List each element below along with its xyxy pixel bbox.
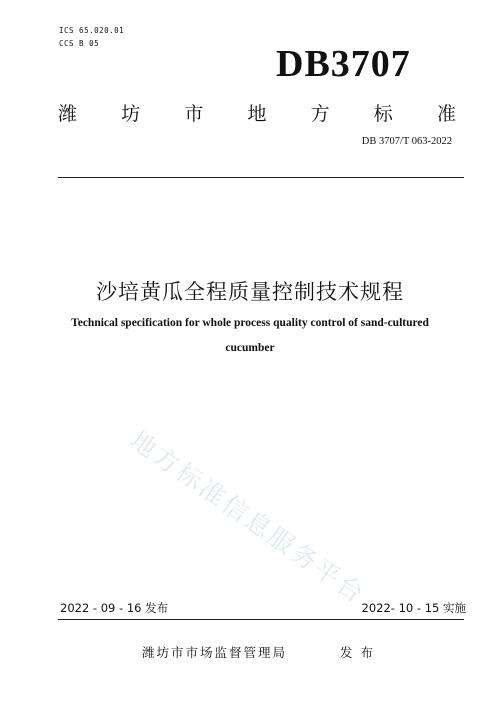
issue-date: 2022 - 09 - 16 发布 [60, 601, 169, 615]
document-title-en-line1: Technical specification for whole process quality control of sand-cultured [71, 317, 429, 329]
footer-divider [58, 619, 464, 620]
document-title-en-line2: cucumber [225, 342, 275, 354]
standard-number: DB 3707/T 063-2022 [361, 136, 452, 147]
document-title-zh: 沙培黄瓜全程质量控制技术规程 [96, 280, 404, 304]
admin-char: 标 [373, 103, 393, 125]
watermark: 地方标准信息服务平台 [124, 425, 371, 610]
admin-char: 地 [247, 103, 267, 125]
admin-char: 市 [184, 103, 204, 125]
effective-date: 2022- 10 - 15 实施 [361, 601, 466, 615]
administration-title [58, 99, 456, 126]
issue-label: 发 布 [340, 645, 375, 660]
admin-char: 坊 [121, 103, 141, 125]
ccs-code: CCS B 05 [59, 39, 100, 48]
admin-char: 潍 [58, 103, 78, 125]
admin-char: 方 [310, 103, 330, 125]
issuing-authority: 潍坊市市场监督管理局 [142, 645, 288, 660]
ics-code: ICS 65.020.01 [59, 26, 125, 35]
standard-brand: DB3707 [276, 43, 411, 85]
header-divider [58, 177, 464, 178]
admin-char: 准 [436, 103, 456, 125]
